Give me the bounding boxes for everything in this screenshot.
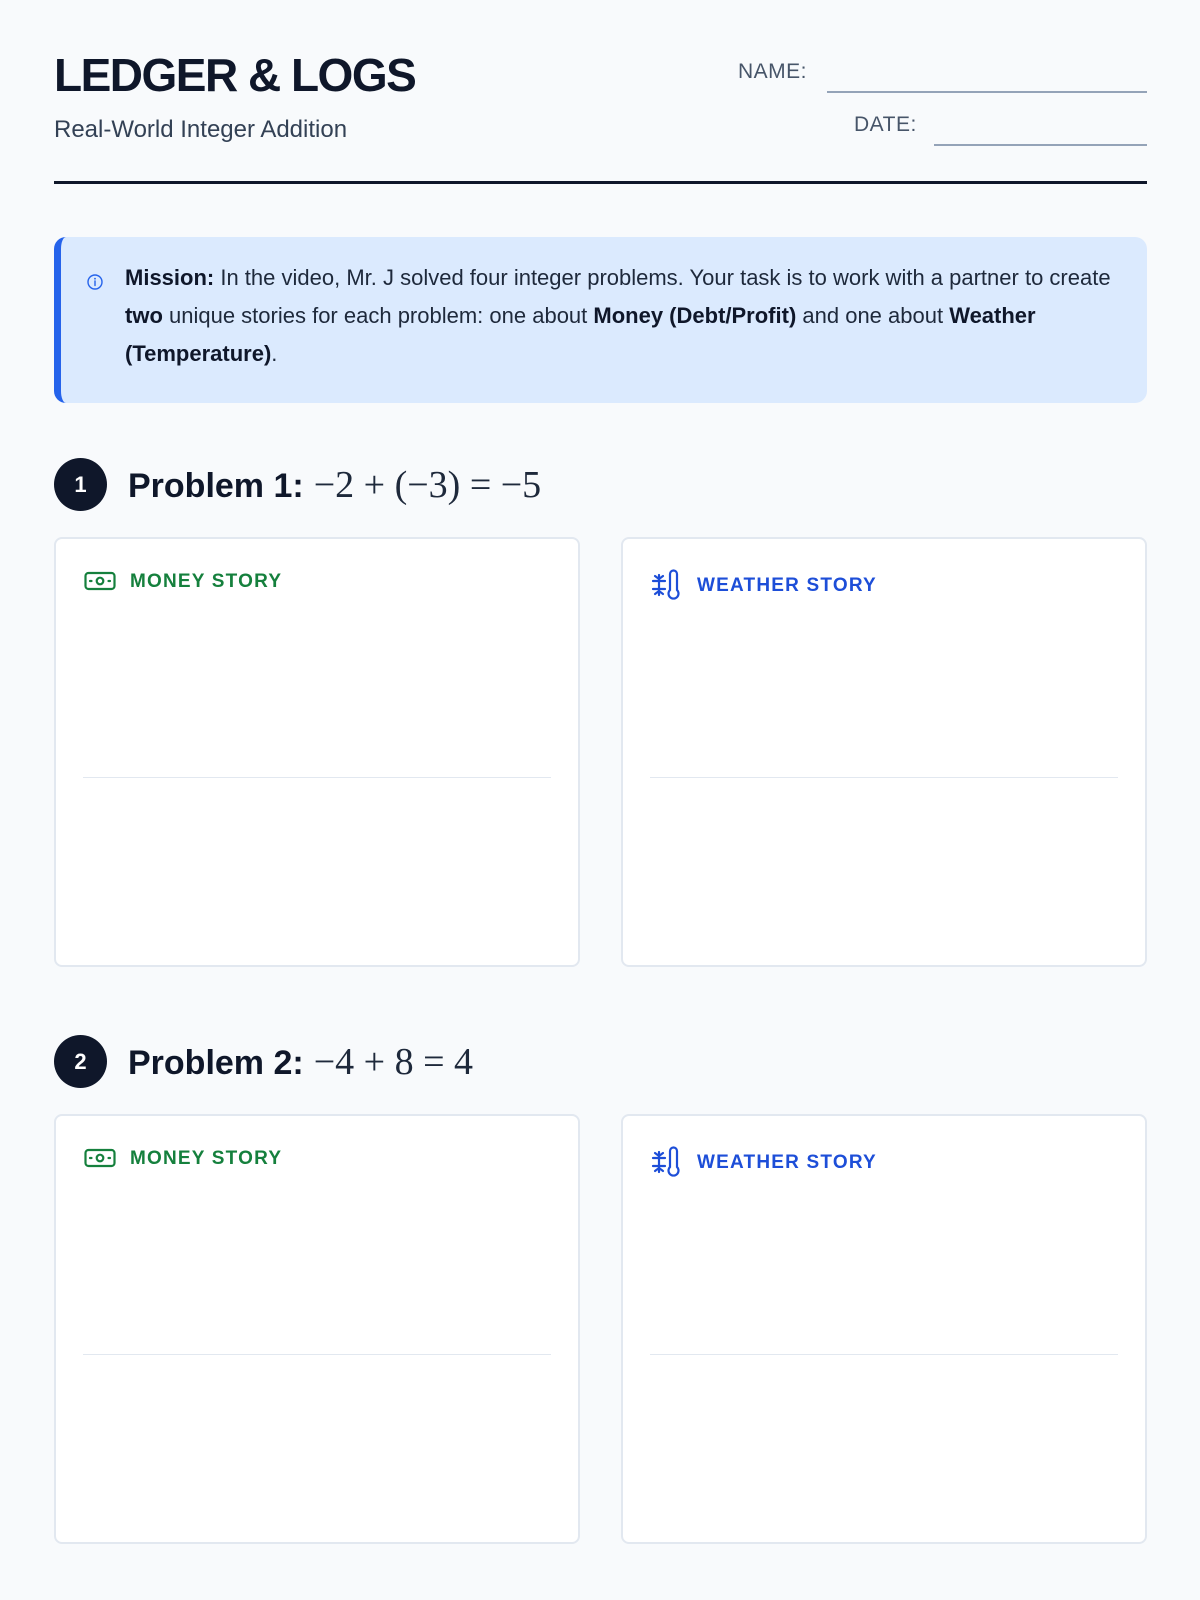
writing-line — [83, 777, 551, 778]
date-field[interactable] — [934, 144, 1147, 146]
problem-number-badge: 2 — [54, 1035, 107, 1088]
date-label: DATE: — [854, 113, 917, 136]
weather-story-card[interactable] — [621, 537, 1147, 967]
worksheet-header — [54, 0, 1147, 184]
problem-equation: −2 + (−3) = −5 — [313, 464, 542, 506]
card-header — [651, 1146, 877, 1178]
writing-line — [650, 777, 1118, 778]
problem-heading — [128, 466, 541, 504]
banknote-icon — [84, 1146, 116, 1170]
mission-emphasis-weather: Weather (Temperature) — [125, 303, 1036, 366]
money-story-card[interactable] — [54, 537, 580, 967]
money-story-label: MONEY STORY — [130, 570, 283, 592]
money-story-label: MONEY STORY — [130, 1147, 283, 1169]
card-header — [84, 569, 282, 593]
mission-emphasis-two: two — [125, 303, 163, 328]
weather-story-label: WEATHER STORY — [697, 574, 877, 596]
writing-line — [650, 1354, 1118, 1355]
problem-label: Problem 1: — [128, 467, 304, 505]
page-title: LEDGER & LOGS — [54, 49, 416, 101]
name-field[interactable] — [827, 91, 1147, 93]
card-header — [84, 1146, 282, 1170]
writing-line — [83, 1354, 551, 1355]
worksheet-page — [54, 0, 1147, 1600]
money-story-card[interactable] — [54, 1114, 580, 1544]
mission-text-part: . — [271, 341, 278, 366]
name-label: NAME: — [738, 60, 808, 83]
thermometer-snowflake-icon — [651, 1146, 683, 1178]
mission-text-part: unique stories for each problem: one about — [162, 303, 594, 328]
mission-label: Mission: — [125, 265, 215, 290]
banknote-icon — [84, 569, 116, 593]
problem-equation: −4 + 8 = 4 — [313, 1041, 474, 1083]
mission-callout — [54, 237, 1147, 403]
info-icon — [87, 274, 103, 290]
weather-story-card[interactable] — [621, 1114, 1147, 1544]
mission-text-part: and one about — [796, 303, 950, 328]
problem-heading — [128, 1043, 473, 1081]
thermometer-snowflake-icon — [651, 569, 683, 601]
card-header — [651, 569, 877, 601]
mission-text-part: In the video, Mr. J solved four integer problems. Your task is to work with a partner to create — [214, 265, 1111, 290]
page-subtitle: Real-World Integer Addition — [54, 116, 348, 143]
weather-story-label: WEATHER STORY — [697, 1151, 877, 1173]
problem-label: Problem 2: — [128, 1044, 304, 1082]
problem-number-badge: 1 — [54, 458, 107, 511]
mission-emphasis-money: Money (Debt/Profit) — [593, 303, 797, 328]
mission-text — [125, 259, 1115, 373]
